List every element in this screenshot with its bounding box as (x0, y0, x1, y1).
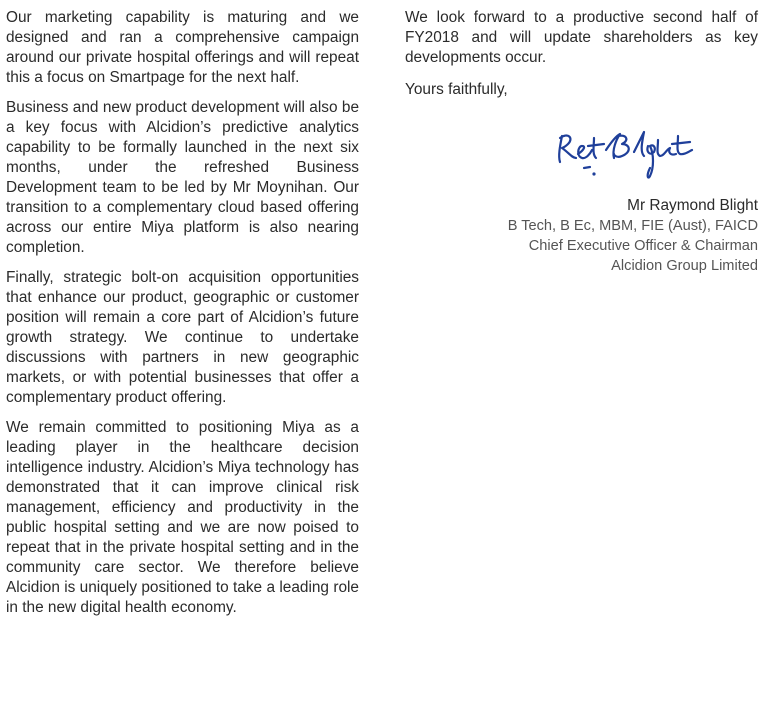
letter-left-column (6, 8, 359, 628)
signatory-title: Chief Executive Officer & Chairman (528, 238, 758, 254)
closing-salutation: Yours faithfully, (405, 81, 508, 98)
paragraph-product-development: Business and new product development will also be a key focus with Alcidion’s predictive analytics capability to be formally launched in the next six months, under the refreshed Business Development team to be led by Mr Moynihan. Our transition to a complementary cloud based offering across our entire Miya platform is also nearing completion. (6, 99, 359, 256)
signatory-company: Alcidion Group Limited (611, 258, 758, 274)
paragraph-acquisitions: Finally, strategic bolt-on acquisition opportunities that enhance our product, geographic or customer position will remain a core part of Alcidion’s future growth strategy. We continue to undertake discussions with partners in new geographic markets, or with potential businesses that offer a complementary product offering. (6, 269, 359, 406)
handwritten-signature-icon (550, 124, 750, 186)
letter-right-column (405, 8, 758, 100)
signatory-name: Mr Raymond Blight (627, 197, 758, 214)
paragraph-commitment: We remain committed to positioning Miya as a leading player in the healthcare decision intelligence industry. Alcidion’s Miya technology has demonstrated that it can improve clinical risk management, efficiency and productivity in the public hospital setting and we are now poised to repeat that in the private hospital setting and in the community care sector. We therefore believe Alcidion is uniquely positioned to take a leading role in the new digital health economy. (6, 419, 359, 616)
signatory-credentials: B Tech, B Ec, MBM, FIE (Aust), FAICD (507, 218, 758, 234)
paragraph-outlook: We look forward to a productive second half of FY2018 and will update shareholders as key developments occur. (405, 9, 758, 66)
paragraph-marketing: Our marketing capability is maturing and we designed and ran a comprehensive campaign around our private hospital offerings and will repeat this a focus on Smartpage for the next half. (6, 9, 359, 86)
signatory-block (508, 196, 758, 276)
